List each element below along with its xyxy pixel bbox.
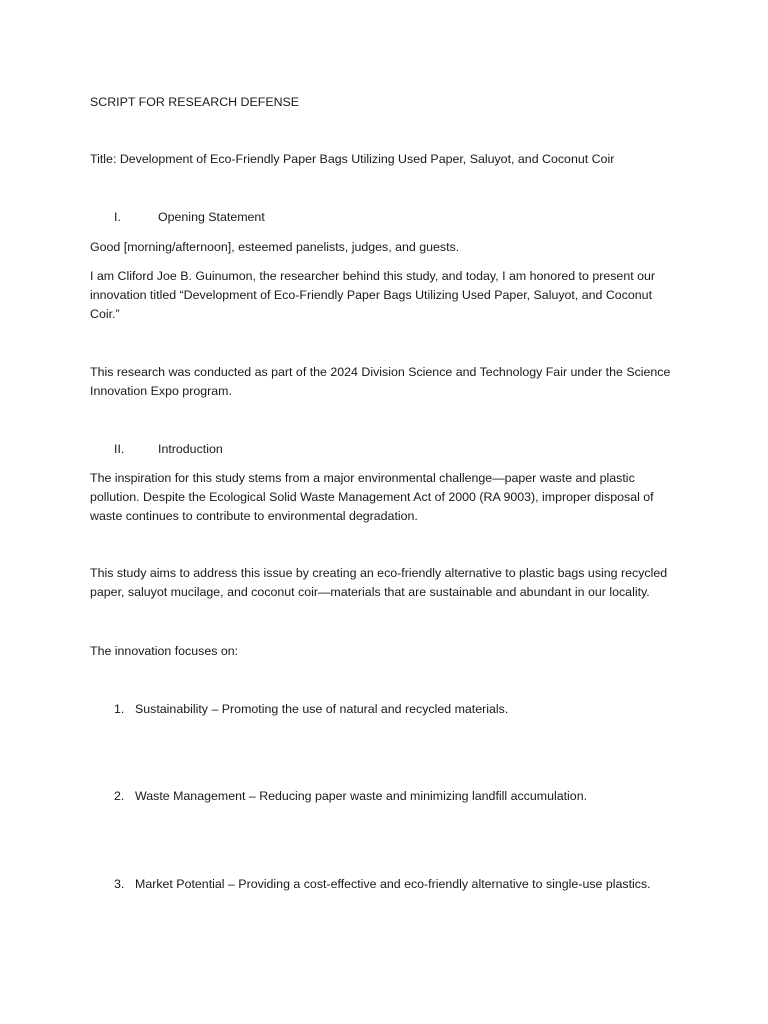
section-number: II. [114,442,125,456]
section-title: Introduction [158,442,223,456]
list-number: 3. [114,877,125,891]
paragraph: The innovation focuses on: [90,644,239,658]
list-item [90,700,690,719]
section-heading-opening [90,208,680,227]
list-item [90,787,690,806]
list-text: Market Potential – Providing a cost-effective and eco-friendly alternative to single-use plastics. [135,877,651,891]
section-number: I. [114,210,121,224]
list-text: Waste Management – Reducing paper waste and minimizing landfill accumulation. [135,789,588,803]
document-title: Title: Development of Eco-Friendly Paper Bags Utilizing Used Paper, Saluyot, and Coconut Coir [90,152,615,166]
list-text: Sustainability – Promoting the use of natural and recycled materials. [135,702,509,716]
list-number: 2. [114,789,125,803]
section-heading-introduction [90,440,680,459]
paragraph: I am Cliford Joe B. Guinumon, the researcher behind this study, and today, I am honored to present our innovation titled “Development of Eco-Friendly Paper Bags Utilizing Used Paper, Saluyot, and Coconut Coir.” [90,269,656,321]
paragraph: Good [morning/afternoon], esteemed panelists, judges, and guests. [90,240,460,254]
paragraph: This study aims to address this issue by creating an eco-friendly alternative to plastic bags using recycled paper, saluyot mucilage, and coconut coir—materials that are sustainable and abundant in our locality. [90,566,668,599]
paragraph: The inspiration for this study stems from a major environmental challenge—paper waste and plastic pollution. Despite the Ecological Solid Waste Management Act of 2000 (RA 9003), improper disposal of waste continues to contribute to environmental degradation. [90,471,654,523]
list-item [90,875,690,894]
section-title: Opening Statement [158,210,265,224]
document-header: SCRIPT FOR RESEARCH DEFENSE [90,95,300,109]
paragraph: This research was conducted as part of the 2024 Division Science and Technology Fair under the Science Innovation Expo program. [90,365,671,398]
list-number: 1. [114,702,125,716]
